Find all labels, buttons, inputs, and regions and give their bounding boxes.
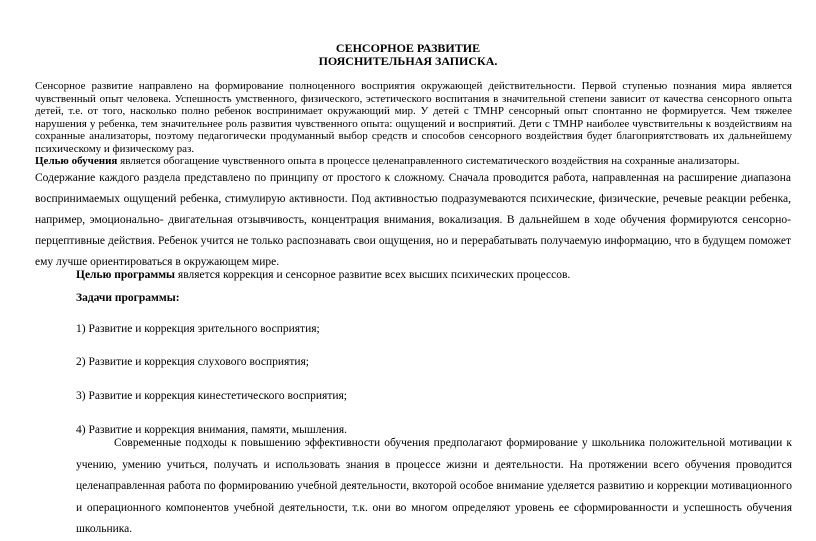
final-paragraph <box>76 433 792 541</box>
program-goal-paragraph <box>76 268 570 282</box>
training-goal-paragraph <box>35 155 792 168</box>
intro-paragraph: Сенсорное развитие направлено на формирование полноценного восприятия окружающей действительности. Первой ступенью познания мира является чувственный опыт человека. Успешность умственного, физического, эстетического воспитания в значительной степени зависит от качества сенсорного опыта детей, т.е. от того, насколько полно ребенок воспринимает окружающий мир. У детей с ТМНР сенсорный опыт спонтанно не формируется. Чем тяжелее нарушения у ребенка, тем значительнее роль развития чувственного опыта: ощущений и восприятий. Дети с ТМНР наиболее чувствительны к воздействиям на сохранные анализаторы, поэтому педагогически продуманный выбор средств и способов сенсорного воздействия будет благоприятствовать их дальнейшему психическому и физическому раз. <box>35 80 792 155</box>
task-item-4: 4) Развитие и коррекция внимания, памяти, мышления. <box>76 424 348 436</box>
training-goal-label: Целью обучения <box>35 155 118 167</box>
document-subtitle: ПОЯСНИТЕЛЬНАЯ ЗАПИСКА. <box>318 54 498 68</box>
program-goal-text: является коррекция и сенсорное развитие всех высших психических процессов. <box>175 269 571 281</box>
tasks-heading: Задачи программы: <box>76 292 180 304</box>
training-goal-text: является обогащение чувственного опыта в процессе целенаправленного систематического воздействия на сохранные анализаторы. <box>117 155 740 167</box>
content-paragraph: Содержание каждого раздела представлено по принципу от простого к сложному. Сначала проводится работа, направленная на расширение диапазона воспринимаемых ощущений ребенка, стимулирую активности. Под активностью подразумеваются психические, физические, речевые реакции ребенка, например, эмоционально- двигательная отзывчивость, концентрация внимания, вокализация. В дальнейшем в ходе обучения формируются сенсорно-перцептивные действия. Ребенок учится не только распознавать свои ощущения, но и перерабатывать получаемую информацию, что в будущем поможет ему лучше ориентироваться в окружающем мире. <box>35 172 791 268</box>
task-item-3: 3) Развитие и коррекция кинестетического восприятия; <box>76 390 347 402</box>
task-item-2: 2) Развитие и коррекция слухового восприятия; <box>76 356 310 368</box>
program-goal-label: Целью программы <box>76 269 176 281</box>
document-title: СЕНСОРНОЕ РАЗВИТИЕ <box>335 41 481 55</box>
final-paragraph-text: Современные подходы к повышению эффективности обучения предполагают формирование у школьника положительной мотивации к учению, умению учиться, получать и использовать знания в процессе жизни и деятельности. На протяжении всего обучения проводится целенаправленная работа по формированию учебной деятельности, вкоторой особое внимание уделяется развитию и коррекции мотивационного и операционного компонентов учебной деятельности, т.к. они во многом определяют уровень ее сформированности и успешность обучения школьника. <box>76 437 792 535</box>
task-item-1: 1) Развитие и коррекция зрительного восприятия; <box>76 323 320 335</box>
